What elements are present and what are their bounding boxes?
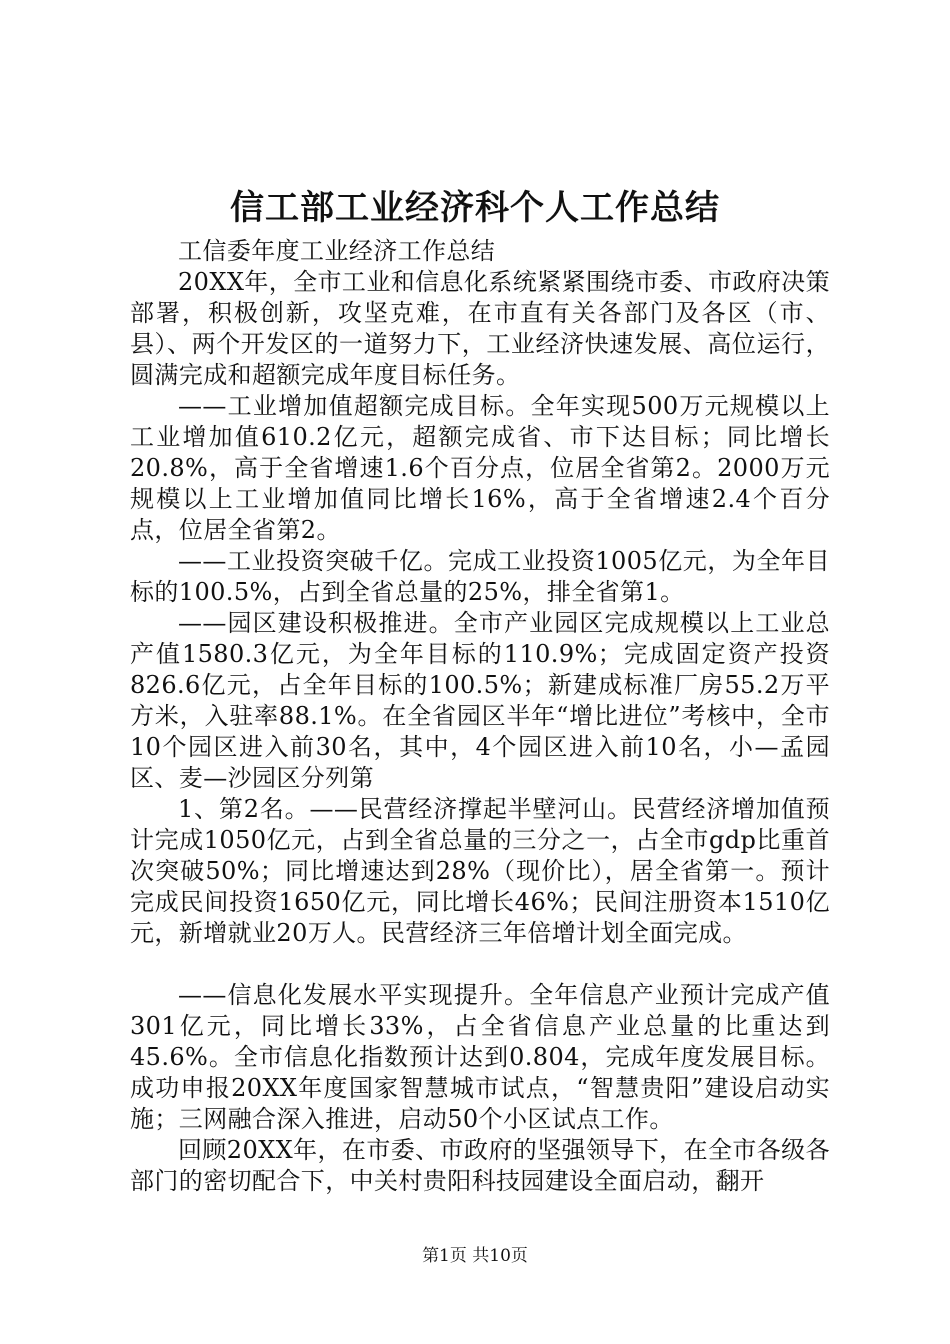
body-paragraph: 20XX年，全市工业和信息化系统紧紧围绕市委、市政府决策部署，积极创新，攻坚克难，在市直有关各部门及各区（市、县）、两个开发区的一道努力下，工业经济快速发展、高位运行，圆满完成和超额完成年度目标任务。 (130, 268, 830, 389)
body-paragraph: ——信息化发展水平实现提升。全年信息产业预计完成产值301亿元，同比增长33%，占全省信息产业总量的比重达到45.6%。全市信息化指数预计达到0.804，完成年度发展目标。成功申报20XX年度国家智慧城市试点，“智慧贵阳”建设启动实施；三网融合深入推进，启动50个小区试点工作。 (130, 981, 830, 1133)
page-number-footer: 第1页 共10页 (422, 1246, 528, 1266)
body-paragraph: ——工业投资突破千亿。完成工业投资1005亿元，为全年目标的100.5%，占到全省总量的25%，排全省第1。 (130, 547, 830, 606)
body-paragraph: 1、第2名。——民营经济撑起半壁河山。民营经济增加值预计完成1050亿元，占到全省总量的三分之一，占全市gdp比重首次突破50%；同比增速达到28%（现价比），居全省第一。预计完成民间投资1650亿元，同比增长46%；民间注册资本1510亿元，新增就业20万人。民营经济三年倍增计划全面完成。 (130, 795, 830, 947)
body-paragraph: 回顾20XX年，在市委、市政府的坚强领导下，在全市各级各部门的密切配合下，中关村贵阳科技园建设全面启动，翻开 (130, 1136, 830, 1195)
body-paragraph: ——园区建设积极推进。全市产业园区完成规模以上工业总产值1580.3亿元，为全年目标的110.9%；完成固定资产投资826.6亿元，占全年目标的100.5%；新建成标准厂房55.2万平方米，入驻率88.1%。在全省园区半年“增比进位”考核中，全市10个园区进入前30名，其中，4个园区进入前10名，小—孟园区、麦—沙园区分列第 (130, 609, 830, 792)
subtitle-paragraph: 工信委年度工业经济工作总结 (178, 237, 496, 265)
document-title: 信工部工业经济科个人工作总结 (230, 188, 720, 228)
document-body (130, 236, 830, 1197)
body-paragraph: ——工业增加值超额完成目标。全年实现500万元规模以上工业增加值610.2亿元，超额完成省、市下达目标；同比增长20.8%，高于全省增速1.6个百分点，位居全省第2。2000万元规模以上工业增加值同比增长16%，高于全省增速2.4个百分点，位居全省第2。 (130, 392, 830, 544)
